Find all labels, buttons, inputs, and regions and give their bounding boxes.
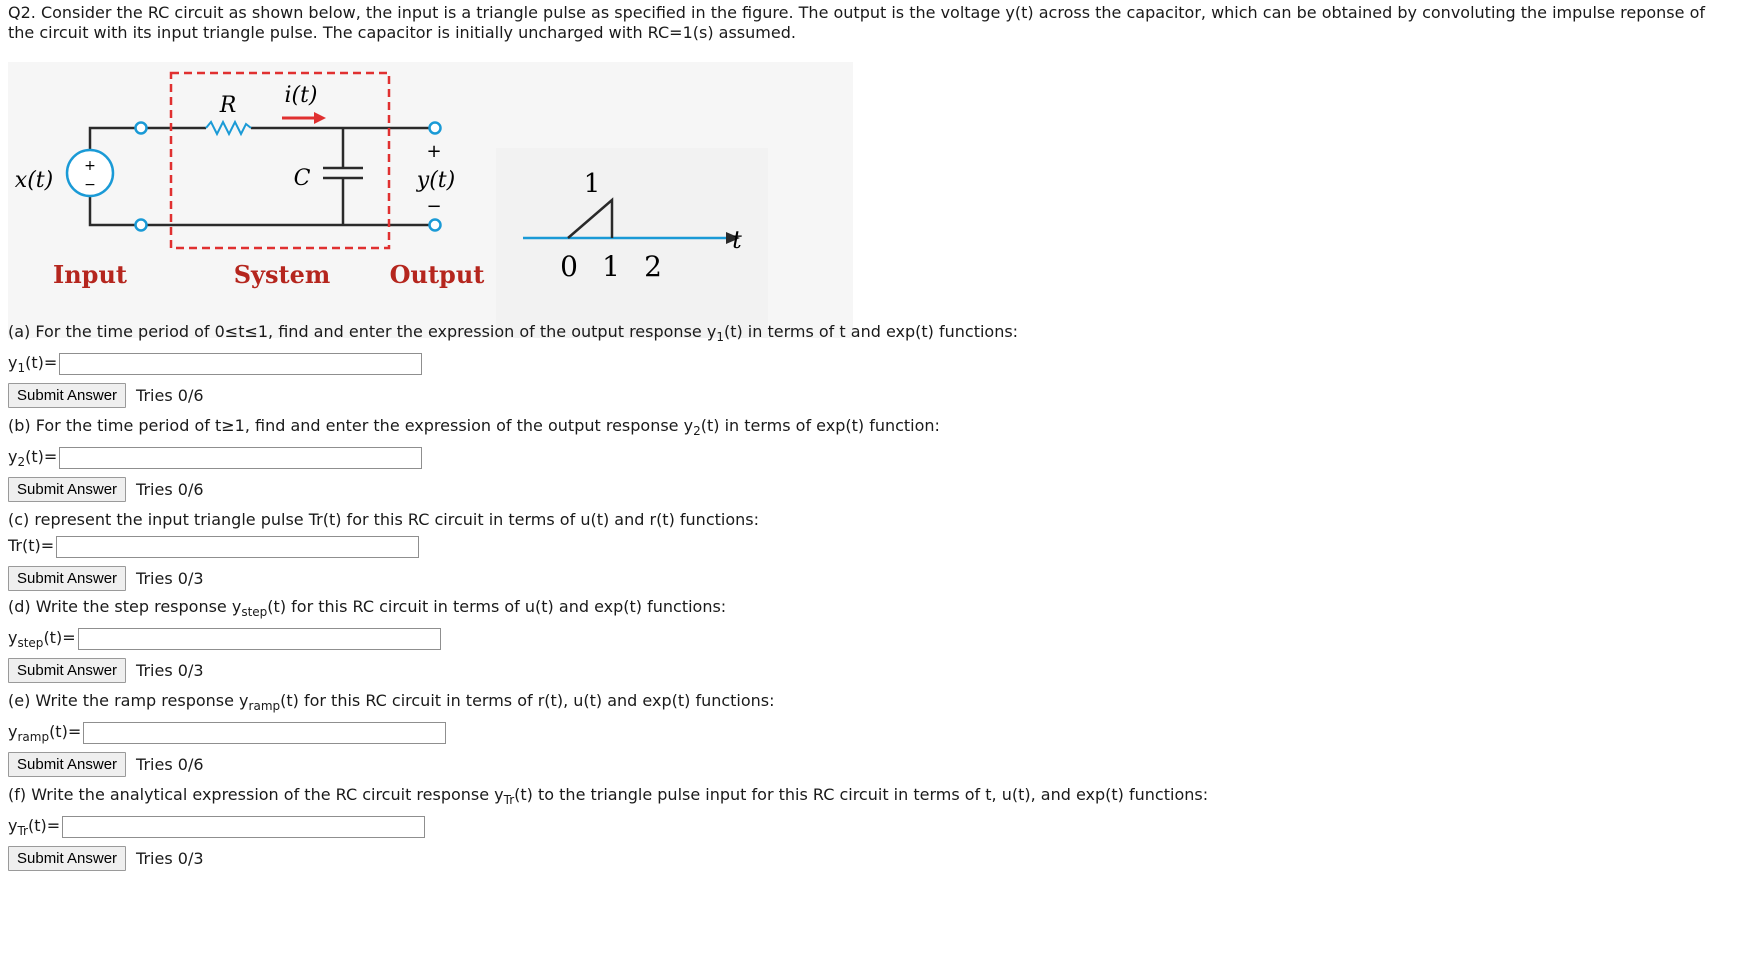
terminal-output-top bbox=[430, 123, 441, 134]
answer-d-input[interactable] bbox=[78, 628, 441, 650]
source-plus: + bbox=[84, 158, 96, 174]
answer-c-input[interactable] bbox=[56, 536, 419, 558]
submit-answer-e-button[interactable]: Submit Answer bbox=[8, 752, 126, 777]
answer-e-label: $y_{ramp}(t)=$ bbox=[8, 722, 82, 745]
answer-e-input[interactable] bbox=[83, 722, 446, 744]
submit-answer-a-button[interactable]: Submit Answer bbox=[8, 383, 126, 408]
pulse-tick-1: 1 bbox=[602, 250, 620, 283]
submit-answer-b-button[interactable]: Submit Answer bbox=[8, 477, 126, 502]
source-minus: − bbox=[84, 177, 96, 193]
submit-answer-f-button[interactable]: Submit Answer bbox=[8, 846, 126, 871]
current-label: i(t) bbox=[284, 83, 318, 108]
system-caption: System bbox=[233, 260, 331, 289]
question-f bbox=[8, 785, 1728, 871]
answer-f-input[interactable] bbox=[62, 816, 425, 838]
question-d-text: (d) Write the step response $y_{step}(t)$ for this RC circuit in terms of u(t) and exp(t) functions: bbox=[8, 597, 727, 620]
answer-f-label: $y_{Tr}(t)=$ bbox=[8, 816, 61, 839]
pulse-tick-0: 0 bbox=[560, 250, 578, 283]
circuit-figure bbox=[8, 62, 853, 338]
submit-answer-d-button[interactable]: Submit Answer bbox=[8, 658, 126, 683]
question-c-text: (c) represent the input triangle pulse Tr(t) for this RC circuit in terms of u(t) and r(t) functions: bbox=[8, 510, 759, 529]
answer-d-label: $y_{step}(t)=$ bbox=[8, 628, 76, 651]
source-label: x(t) bbox=[14, 168, 54, 193]
answer-b-input[interactable] bbox=[59, 447, 422, 469]
question-a bbox=[8, 322, 1728, 408]
question-b bbox=[8, 416, 1728, 502]
question-e bbox=[8, 691, 1728, 777]
tries-d-counter: Tries 0/3 bbox=[136, 660, 204, 680]
terminal-input-top bbox=[136, 123, 147, 134]
terminal-output-bottom bbox=[430, 220, 441, 231]
question-prompt: Q2. Consider the RC circuit as shown below, the input is a triangle pulse as specified in the figure. The output is the voltage y(t) across the capacitor, which can be obtained by convoluting the impulse reponse of the circuit with its input triangle pulse. The capacitor is initially uncharged with RC=1(s) assumed. bbox=[8, 3, 1705, 42]
input-caption: Input bbox=[53, 260, 127, 289]
submit-answer-c-button[interactable]: Submit Answer bbox=[8, 566, 126, 591]
pulse-tick-2: 2 bbox=[644, 250, 662, 283]
tries-e-counter: Tries 0/6 bbox=[136, 754, 204, 774]
output-plus: + bbox=[426, 141, 442, 162]
capacitor-label: C bbox=[293, 166, 311, 191]
output-caption: Output bbox=[389, 260, 485, 289]
pulse-peak-label: 1 bbox=[583, 169, 601, 199]
answer-c-label: Tr(t)= bbox=[8, 536, 55, 556]
pulse-axis-label: t bbox=[732, 226, 742, 254]
answer-a-input[interactable] bbox=[59, 353, 422, 375]
resistor-label: R bbox=[219, 93, 237, 118]
question-f-text: (f) Write the analytical expression of the RC circuit response $y_{Tr}(t)$ to the triangle pulse input for this RC circuit in terms of t, u(t), and exp(t) functions: bbox=[8, 785, 1209, 808]
question-e-text: (e) Write the ramp response $y_{ramp}(t)$ for this RC circuit in terms of r(t), u(t) and exp(t) functions: bbox=[8, 691, 775, 714]
tries-f-counter: Tries 0/3 bbox=[136, 848, 204, 868]
tries-c-counter: Tries 0/3 bbox=[136, 568, 204, 588]
question-a-text: (a) For the time period of 0≤t≤1, find and enter the expression of the output response $y_1(t)$ in terms of t and exp(t) functions: bbox=[8, 322, 1019, 345]
terminal-input-bottom bbox=[136, 220, 147, 231]
answer-b-label: $y_2(t)=$ bbox=[8, 447, 58, 470]
tries-a-counter: Tries 0/6 bbox=[136, 385, 204, 405]
output-minus: − bbox=[426, 196, 442, 217]
output-label: y(t) bbox=[416, 168, 456, 193]
question-b-text: (b) For the time period of t≥1, find and enter the expression of the output response $y_2(t)$ in terms of exp(t) function: bbox=[8, 416, 940, 439]
tries-b-counter: Tries 0/6 bbox=[136, 479, 204, 499]
question-c bbox=[8, 510, 1728, 591]
question-d bbox=[8, 597, 1728, 683]
answer-a-label: $y_1(t)=$ bbox=[8, 353, 58, 376]
